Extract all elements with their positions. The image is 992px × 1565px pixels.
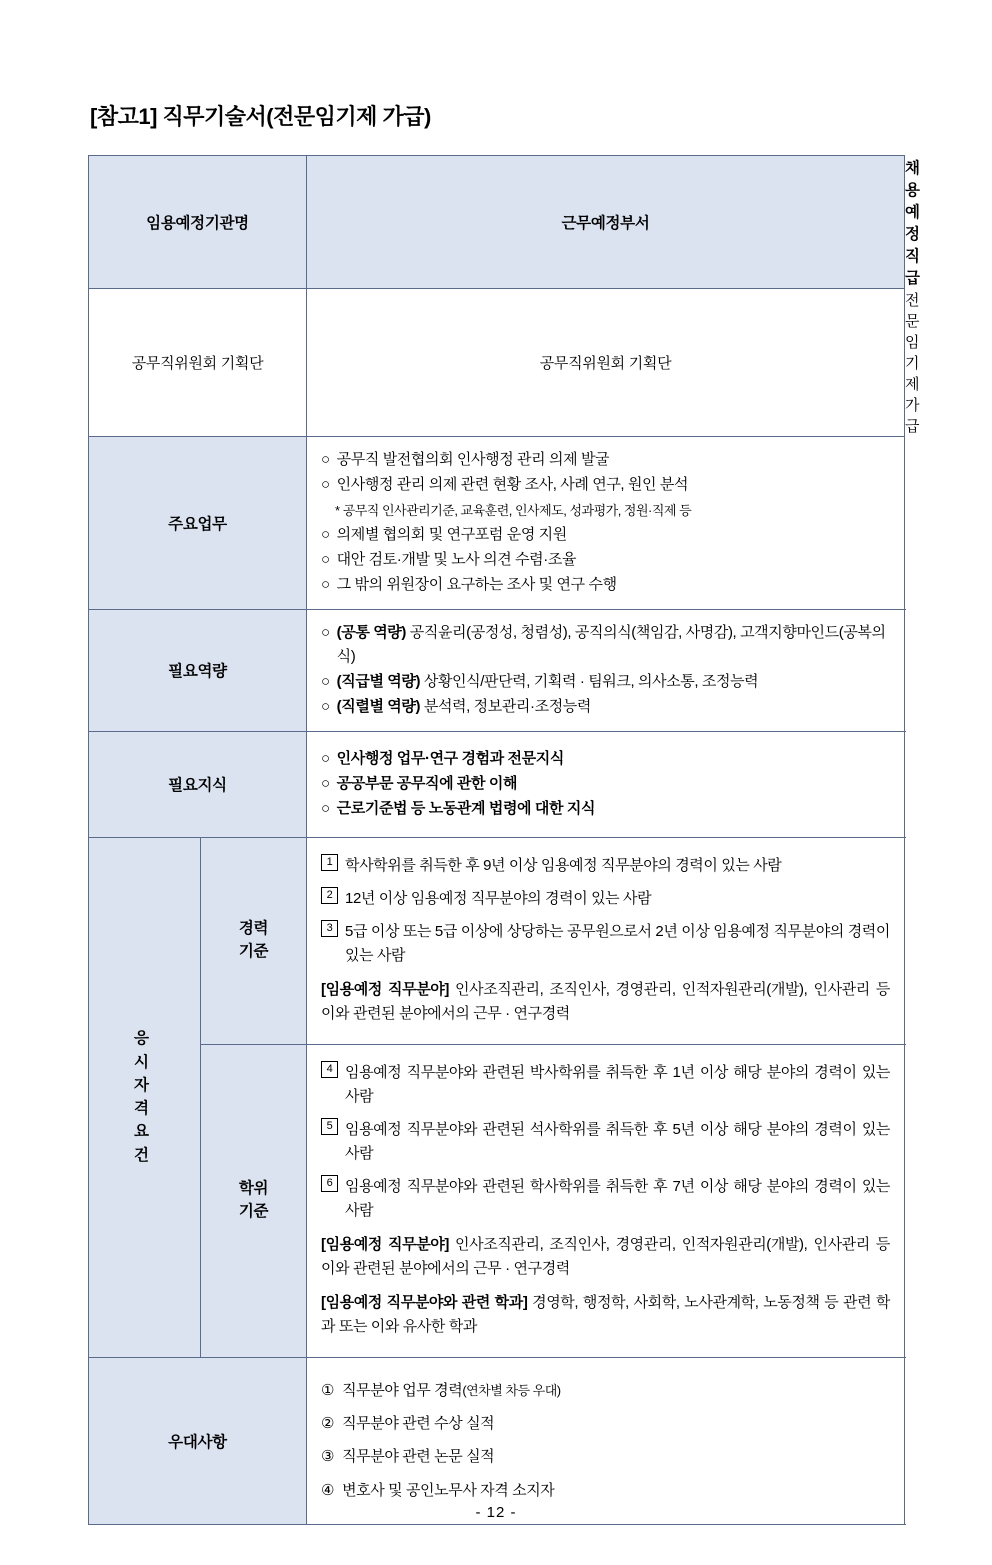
list-item: ○ (공통 역량) 공직윤리(공정성, 청렴성), 공직의식(책임감, 사명감), 고객지향마인드(공복의식) [321,621,892,670]
table-row-preference [89,1357,905,1524]
list-item: ○ 공공부문 공무직에 관한 이해 [321,772,892,796]
bullet-circle-icon: ○ [321,576,330,594]
list-item: 6 임용예정 직무분야와 관련된 학사학위를 취득한 후 7년 이상 해당 분야의 경력이 있는 사람 [321,1175,890,1223]
list-item: ○ (직급별 역량) 상황인식/판단력, 기획력 · 팀워크, 의사소통, 조정능력 [321,670,892,694]
header-department: 근무예정부서 [307,156,905,289]
career-field-note: [임용예정 직무분야] 인사조직관리, 조직인사, 경영관리, 인적자원관리(개발), 인사관리 등 이와 관련된 분야에서의 근무 · 연구경력 [321,980,890,1022]
job-description-table [88,155,920,1525]
table-row: 임용예정기관명 근무예정부서 채용예정 직급 [89,156,905,289]
bullet-circle-icon: ○ [321,749,330,767]
page-number: - 12 - [475,1503,517,1521]
list-item-note: * 공무직 인사관리기준, 교육훈련, 인사제도, 성과평가, 정원·직제 등 [335,502,692,518]
cell-knowledge [307,731,905,837]
bullet-circle-icon: ○ [321,623,330,641]
value-department: 공무직위원회 기획단 [307,289,905,437]
label-degree-criteria: 학위 기준 [201,1044,307,1357]
number-box-icon: 5 [321,1118,338,1135]
list-item: ○ 근로기준법 등 노동관계 법령에 대한 지식 [321,797,892,821]
list-item: ○ 인사행정 관리 의제 관련 현황 조사, 사례 연구, 원인 분석 [321,473,892,497]
bullet-circle-icon: ○ [321,775,330,793]
list-item: ○ 인사행정 업무·연구 경험과 전문지식 [321,747,892,771]
number-box-icon: 2 [321,887,338,904]
list-item: ① 직무분야 업무 경력(연차별 차등 우대) [321,1379,890,1403]
degree-field-note: [임용예정 직무분야] 인사조직관리, 조직인사, 경영관리, 인적자원관리(개발), 인사관리 등 이와 관련된 분야에서의 근무 · 연구경력 [321,1235,890,1277]
list-item: ○ 공무직 발전협의회 인사행정 관리 의제 발굴 [321,448,892,472]
list-item: 5 임용예정 직무분야와 관련된 석사학위를 취득한 후 5년 이상 해당 분야의 경력이 있는 사람 [321,1118,890,1166]
table-row-competency [89,609,905,731]
number-box-icon: 1 [321,854,338,871]
degree-major-note: [임용예정 직무분야와 관련 학과] 경영학, 행정학, 사회학, 노사관계학, 노동정책 등 관련 학과 또는 이와 유사한 학과 [321,1293,890,1335]
bullet-circle-icon: ○ [321,698,330,716]
page-title: [참고1] 직무기술서(전문임기제 가급) [90,104,431,129]
cell-degree-criteria [307,1044,905,1357]
number-box-icon: 4 [321,1061,338,1078]
list-item: 1 학사학위를 취득한 후 9년 이상 임용예정 직무분야의 경력이 있는 사람 [321,854,890,878]
bullet-circle-icon: ○ [321,525,330,543]
label-main-duties: 주요업무 [89,437,307,610]
list-item: ○ 그 밖의 위원장이 요구하는 조사 및 연구 수행 [321,573,892,597]
list-item: ③ 직무분야 관련 논문 실적 [321,1445,890,1469]
bullet-circle-icon: ○ [321,476,330,494]
list-item: 2 12년 이상 임용예정 직무분야의 경력이 있는 사람 [321,887,890,911]
label-competency: 필요역량 [89,609,307,731]
list-item: 3 5급 이상 또는 5급 이상에 상당하는 공무원으로서 2년 이상 임용예정 직무분야의 경력이 있는 사람 [321,920,890,968]
label-qualification: 응 시 자 격 요 건 [89,837,201,1357]
list-item: ④ 변호사 및 공인노무사 자격 소지자 [321,1479,890,1503]
list-item: ○ 대안 검토·개발 및 노사 의견 수렴·조율 [321,548,892,572]
table-row-knowledge [89,731,905,837]
label-career-criteria: 경력 기준 [201,837,307,1044]
bullet-circle-icon: ○ [321,673,330,691]
cell-competency [307,609,905,731]
number-box-icon: 3 [321,920,338,937]
number-box-icon: 6 [321,1175,338,1192]
value-institution: 공무직위원회 기획단 [89,289,307,437]
label-preference: 우대사항 [89,1357,307,1524]
list-item: ② 직무분야 관련 수상 실적 [321,1412,890,1436]
bullet-circle-icon: ○ [321,451,330,468]
asterisk-icon: * [335,502,340,518]
bullet-circle-icon: ○ [321,550,330,568]
list-item: ○ 의제별 협의회 및 연구포럼 운영 지원 [321,523,892,547]
label-knowledge: 필요지식 [89,731,307,837]
table-row-qualification-degree [89,1044,905,1357]
circled-number-icon: ③ [321,1448,335,1466]
cell-preference [307,1357,905,1524]
circled-number-icon: ④ [321,1481,335,1499]
header-institution: 임용예정기관명 [89,156,307,289]
list-item: 4 임용예정 직무분야와 관련된 박사학위를 취득한 후 1년 이상 해당 분야의 경력이 있는 사람 [321,1061,890,1109]
bullet-circle-icon: ○ [321,800,330,818]
cell-career-criteria [307,837,905,1044]
table-row-main-duties [89,437,905,610]
list-item: ○ (직렬별 역량) 분석력, 정보관리·조정능력 [321,695,892,719]
circled-number-icon: ① [321,1381,335,1399]
circled-number-icon: ② [321,1414,335,1432]
table-row: 공무직위원회 기획단 공무직위원회 기획단 전문임기제 가급 [89,289,905,437]
table-row-qualification-career [89,837,905,1044]
cell-main-duties [307,437,905,610]
